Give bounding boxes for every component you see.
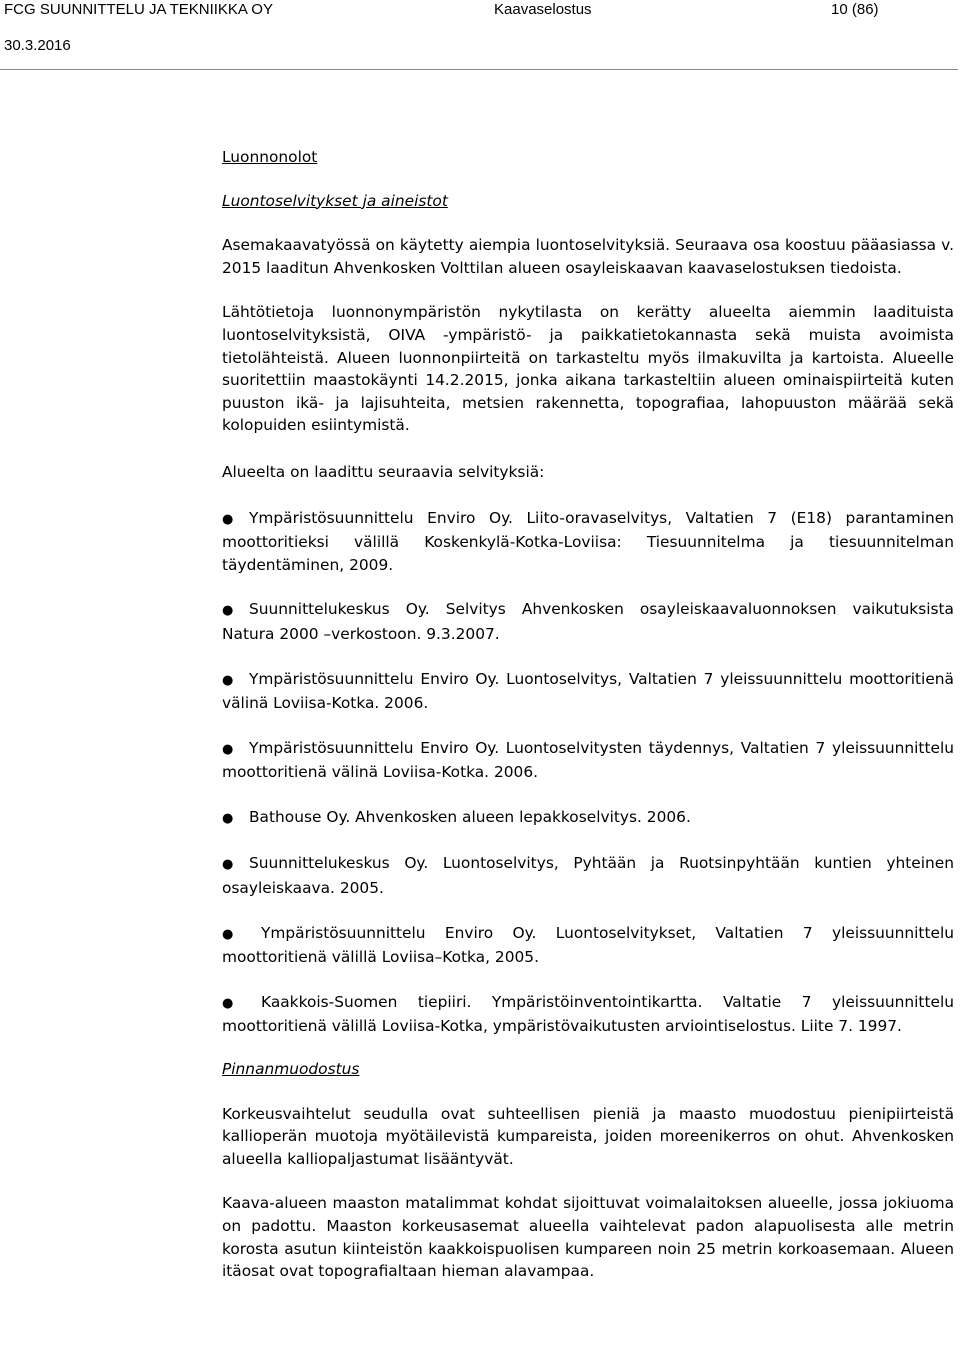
bullet-icon: ● — [222, 741, 234, 757]
list-item — [222, 737, 954, 784]
list-item — [222, 922, 954, 969]
intro-paragraph: Asemakaavatyössä on käytetty aiempia luontoselvityksiä. Seuraava osa koostuu pääasiassa v. 2015 laaditun Ahvenkosken Volttilan alueen osayleiskaavan kaavaselostuksen tiedoista. — [222, 236, 954, 277]
reference-text: Bathouse Oy. Ahvenkosken alueen lepakkoselvitys. 2006. — [249, 807, 691, 826]
list-item — [222, 507, 954, 577]
reference-text: Ympäristösuunnittelu Enviro Oy. Luontoselvitykset, Valtatien 7 yleissuunnittelu moottoritienä välillä Loviisa–Kotka, 2005. — [222, 923, 954, 967]
section-title: Luonnonolot — [222, 148, 318, 166]
document-type: Kaavaselostus — [494, 1, 592, 18]
reference-text: Kaakkois-Suomen tiepiiri. Ympäristöinventointikartta. Valtatie 7 yleissuunnittelu moottoritienä välillä Loviisa-Kotka, ympäristövaikutusten arviointiselostus. Liite 7. 1997. — [222, 992, 954, 1036]
document-body — [222, 145, 954, 1283]
section-subtitle: Luontoselvitykset ja aineistot — [222, 191, 448, 210]
bullet-icon: ● — [222, 857, 234, 873]
methods-paragraph: Lähtötietoja luonnonympäristön nykytilasta on kerätty alueelta aiemmin laadituista luontoselvityksistä, OIVA -ympäristö- ja paikkatietokannasta sekä muista avoimista tietolähteistä. Alueen luonnonpiirteitä on tarkasteltu myös ilmakuvilta ja kartoista. Alueelle suoritettiin maastokäynti 14.2.2015, jonka aikana tarkasteltiin alueen ominaispiirteitä kuten puuston ikä- ja lajisuhteita, metsien rakennetta, topografiaa, lahopuuston määrää sekä kolopuiden esiintymistä. — [222, 303, 954, 435]
bullet-icon: ● — [222, 672, 234, 688]
reference-text: Suunnittelukeskus Oy. Selvitys Ahvenkosken osayleiskaavaluonnoksen vaikutuksista Natura 2000 –verkostoon. 9.3.2007. — [222, 600, 954, 643]
page-header — [0, 0, 960, 70]
terrain-paragraph-1: Korkeusvaihtelut seudulla ovat suhteellisen pieniä ja maasto muodostuu pienipiirteistä kallioperän muotoja myötäilevistä kumpareista, joiden moreenikerros on ohut. Ahvenkosken alueella kalliopaljastumat lisääntyvät. — [222, 1104, 954, 1168]
company-name: FCG SUUNNITTELU JA TEKNIIKKA OY — [4, 1, 273, 18]
reference-text: Ympäristösuunnittelu Enviro Oy. Luontoselvitysten täydennys, Valtatien 7 yleissuunnittelu moottoritienä välinä Loviisa-Kotka. 2006. — [222, 738, 954, 782]
bullet-icon: ● — [222, 926, 234, 942]
list-intro: Alueelta on laadittu seuraavia selvityksiä: — [222, 462, 545, 481]
bullet-icon: ● — [222, 995, 234, 1011]
list-item — [222, 668, 954, 715]
reference-text: Ympäristösuunnittelu Enviro Oy. Liito-oravaselvitys, Valtatien 7 (E18) parantaminen moottoritieksi välillä Koskenkylä-Kotka-Loviisa: Tiesuunnitelma ja tiesuunnitelman täydentäminen, 2009. — [222, 508, 954, 574]
list-item — [222, 598, 954, 645]
bullet-icon: ● — [222, 810, 234, 826]
list-item — [222, 852, 954, 899]
page-number: 10 (86) — [831, 1, 879, 18]
reference-text: Ympäristösuunnittelu Enviro Oy. Luontoselvitys, Valtatien 7 yleissuunnittelu moottoritienä välinä Loviisa-Kotka. 2006. — [222, 669, 954, 713]
list-item — [222, 806, 954, 831]
bullet-icon: ● — [222, 511, 234, 527]
document-date: 30.3.2016 — [4, 37, 71, 54]
terrain-title: Pinnanmuodostus — [222, 1060, 360, 1079]
bullet-icon: ● — [222, 603, 234, 619]
header-divider — [0, 69, 958, 70]
list-item — [222, 991, 954, 1038]
terrain-paragraph-2: Kaava-alueen maaston matalimmat kohdat sijoittuvat voimalaitoksen alueelle, jossa jokiuoma on padottu. Maaston korkeusasemat alueella vaihtelevat padon alapuolisesta alle metrin korosta asutun kiinteistön kaakkoispuolisen kumpareen noin 25 metrin korkoasemaan. Alueen itäosat ovat topografialtaan hieman alavampaa. — [222, 1194, 954, 1281]
reference-list — [222, 507, 954, 1039]
reference-text: Suunnittelukeskus Oy. Luontoselvitys, Pyhtään ja Ruotsinpyhtään kuntien yhteinen osayleiskaava. 2005. — [222, 854, 954, 898]
